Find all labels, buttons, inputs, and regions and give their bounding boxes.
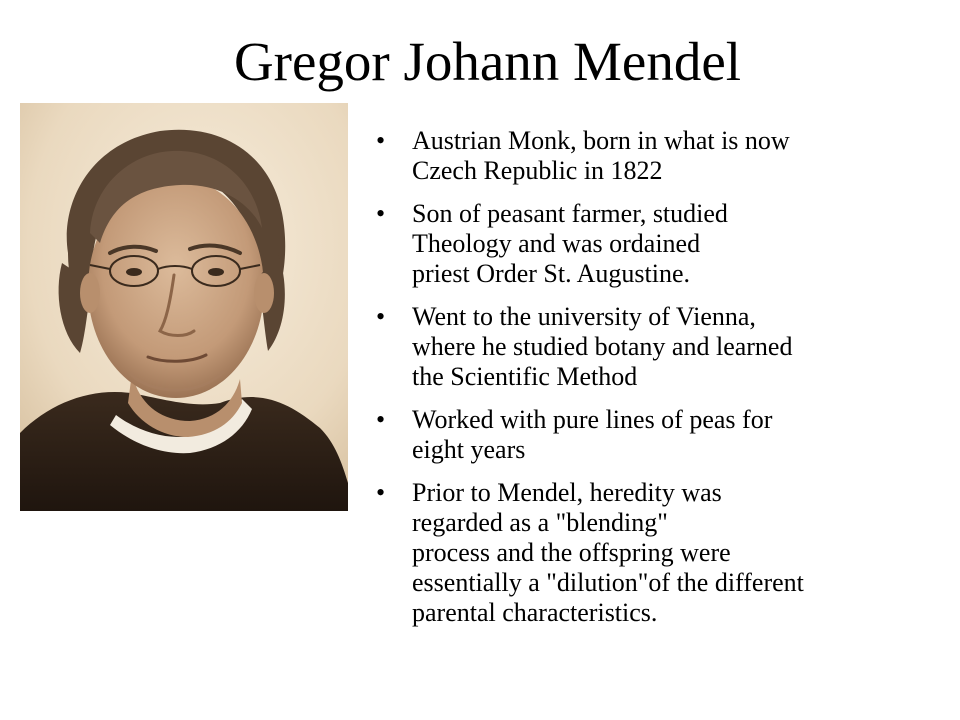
bullet-text: Austrian Monk, born in what is now Czech Republic in 1822 — [412, 126, 790, 185]
bullet-marker: • — [376, 199, 386, 228]
list-item — [374, 199, 914, 289]
bullet-text: Went to the university of Vienna, where he studied botany and learned the Scientific Method — [412, 302, 793, 391]
mendel-portrait — [20, 103, 348, 511]
bullet-list — [374, 126, 914, 641]
list-item — [374, 405, 914, 465]
list-item — [374, 126, 914, 186]
bullet-text: Worked with pure lines of peas for eight years — [412, 405, 773, 464]
bullet-text: Son of peasant farmer, studied Theology and was ordained priest Order St. Augustine. — [412, 199, 728, 288]
list-item — [374, 302, 914, 392]
bullet-marker: • — [376, 405, 386, 434]
bullet-marker: • — [376, 478, 386, 507]
bullet-text: Prior to Mendel, heredity was regarded as a "blending" process and the offspring were essentially a "dilution"of the different parental characteristics. — [412, 478, 804, 627]
portrait-photo — [20, 103, 348, 511]
slide-title: Gregor Johann Mendel — [233, 31, 742, 92]
bullet-marker: • — [376, 302, 386, 331]
list-item — [374, 478, 914, 628]
bullet-marker: • — [376, 126, 386, 155]
